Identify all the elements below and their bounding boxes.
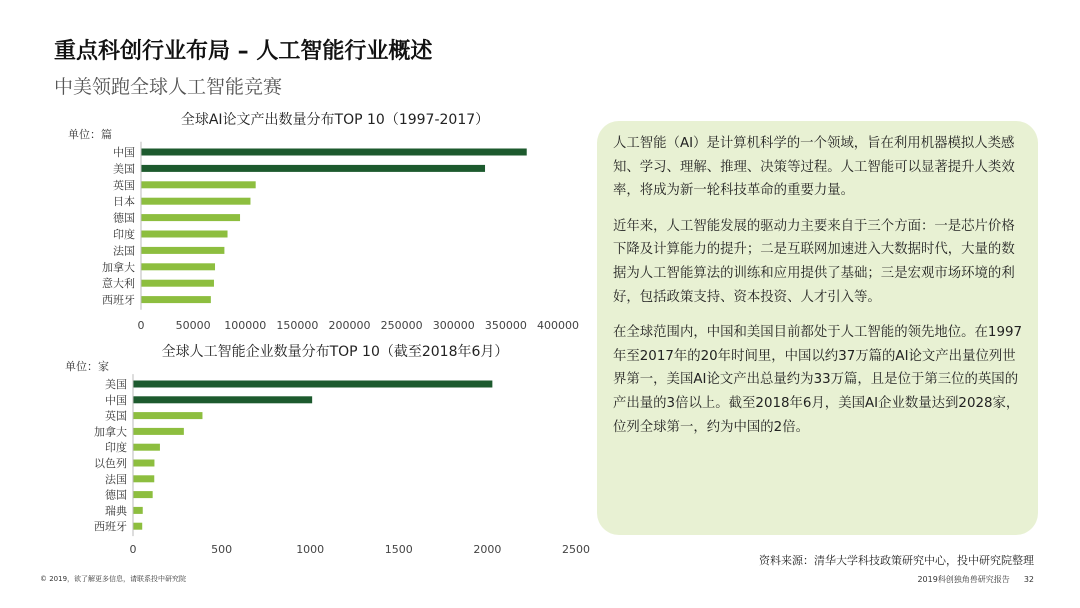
papers-category-label: 意大利 [102,277,135,291]
papers-category-label: 加拿大 [102,260,135,274]
companies-tick-label: 2500 [562,543,590,556]
papers-tick-label: 200000 [328,319,371,332]
report-name: 2019科创独角兽研究报告 [917,575,1010,584]
papers-category-label: 中国 [113,146,135,159]
companies-category-label: 印度 [105,441,127,455]
companies-tick-label: 1000 [296,543,325,556]
companies-category-label: 西班牙 [94,520,127,534]
papers-category-label: 德国 [113,211,135,225]
papers-tick-label: 250000 [380,319,423,332]
companies-bar [133,491,153,498]
companies-category-label: 中国 [105,393,127,407]
companies-bar [133,444,160,451]
companies-category-label: 加拿大 [94,425,127,439]
companies-bar [133,412,202,419]
companies-tick-label: 0 [129,543,137,556]
summary-paragraph-2: 近年来，人工智能发展的驱动力主要来自于三个方面：一是芯片价格下降及计算能力的提升；二是互联网加速进入大数据时代，大量的数据为人工智能算法的训练和应用提供了基础；三是宏观市场环境的利好，包括政策支持、资本投资、人才引入等。 [613,218,1015,305]
papers-tick-label: 100000 [224,319,267,332]
companies-category-label: 以色列 [94,457,127,470]
papers-tick-label: 50000 [175,319,211,332]
papers-tick-label: 300000 [432,319,475,332]
companies-unit-label: 单位：家 [65,360,109,373]
page-subtitle: 中美领跑全球人工智能竞赛 [54,76,283,98]
companies-bar [133,396,312,403]
summary-paragraph-1: 人工智能（AI）是计算机科学的一个领域，旨在利用机器模拟人类感知、学习、理解、推理、决策等过程。人工智能可以显著提升人类效率，将成为新一轮科技革命的重要力量。 [613,136,1015,199]
companies-category-label: 德国 [105,488,127,502]
papers-category-label: 美国 [113,162,135,176]
summary-panel [597,121,1038,535]
papers-tick-label: 0 [137,319,145,332]
companies-tick-label: 1500 [384,543,413,556]
companies-title: 全球人工智能企业数量分布TOP 10（截至2018年6月） [161,344,509,360]
papers-title: 全球AI论文产出数量分布TOP 10（1997-2017） [180,112,490,128]
papers-tick-label: 400000 [537,319,579,332]
papers-tick-label: 350000 [484,319,527,332]
companies-category-label: 美国 [105,378,127,391]
summary-paragraph-3: 在全球范围内，中国和美国目前都处于人工智能的领先地位。在1997年至2017年的20年时间里，中国以约37万篇的AI论文产出量位列世界第一，美国AI论文产出总量约为33万篇，且是位于第三位的英国的产出量的3倍以上。截至2018年6月，美国AI企业数量达到2028家，位列全球第一，约为中国的2倍。 [613,325,1023,435]
papers-tick-label: 150000 [276,319,319,332]
papers-category-label: 法国 [113,244,135,258]
papers-category-label: 西班牙 [102,293,135,307]
companies-bar [133,475,154,482]
companies-category-label: 瑞典 [105,504,127,518]
companies-category-label: 英国 [105,409,127,423]
companies-bar [133,428,184,435]
papers-category-label: 印度 [113,228,135,241]
page-title: 重点科创行业布局 – 人工智能行业概述 [54,39,433,64]
companies-bar [133,507,143,514]
companies-tick-label: 2000 [473,543,502,556]
companies-bar [133,381,492,388]
companies-category-label: 法国 [105,472,127,486]
copyright-footer: © 2019，欲了解更多信息，请联系投中研究院 [40,575,187,583]
papers-unit-label: 单位：篇 [68,128,112,141]
page-number: 32 [1023,575,1034,584]
companies-bar [133,460,154,467]
companies-tick-label: 500 [211,543,233,556]
papers-category-label: 日本 [113,195,135,209]
source-note: 资料来源：清华大学科技政策研究中心，投中研究院整理 [759,554,1034,567]
papers-category-label: 英国 [113,178,135,192]
report-footer [903,574,1034,585]
companies-bar [133,523,142,530]
